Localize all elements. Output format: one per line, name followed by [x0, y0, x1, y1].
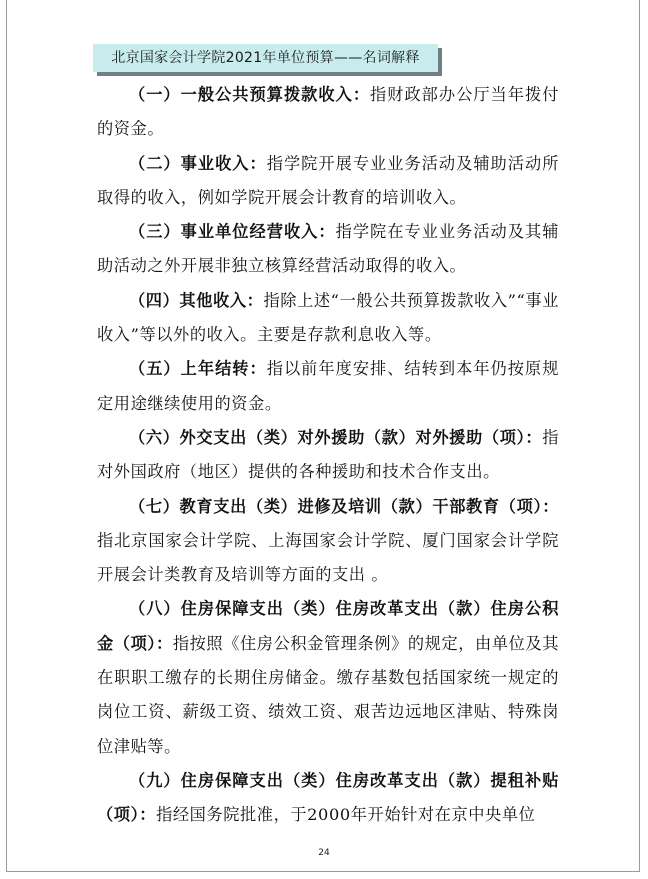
term: （七）教育支出（类）进修及培训（款）干部教育（项）：: [129, 496, 559, 516]
term: （九）住房保障支出（类）住房改革支出（款）提租补贴（项）：: [97, 770, 559, 825]
document-header: [93, 44, 438, 72]
definition: 指财政部办公厅当年拨付的资金。: [97, 85, 559, 139]
term: （三）事业单位经营收入：: [129, 222, 336, 242]
term: （六）外交支出（类）对外援助（款）对外援助（项）：: [129, 427, 543, 447]
paragraph-housing-provident-fund: [97, 592, 559, 763]
term: （五）上年结转：: [129, 359, 267, 379]
definition: 指按照《住房公积金管理条例》的规定，由单位及其在职职工缴存的长期住房储金。缴存基数包括国家统一规定的岗位工资、薪级工资、绩效工资、艰苦边远地区津贴、特殊岗位津贴等。: [97, 633, 559, 756]
paragraph-prior-year-carryover: [97, 352, 559, 421]
definition: 指除上述“一般公共预算拨款收入”“事业收入”等以外的收入。主要是存款利息收入等。: [97, 290, 559, 345]
term: （八）住房保障支出（类）住房改革支出（款）住房公积金（项）：: [97, 599, 559, 653]
definition: 指北京国家会计学院、上海国家会计学院、厦门国家会计学院开展会计类教育及培训等方面的支出 。: [97, 530, 559, 585]
definition: 指对外国政府（地区）提供的各种援助和技术合作支出。: [97, 427, 559, 482]
definition: 指经国务院批准，于2000年开始针对在京中央单位: [156, 805, 536, 825]
paragraph-other-income: [97, 284, 559, 353]
page-number: 24: [318, 848, 330, 858]
term: （一）一般公共预算拨款收入：: [129, 85, 371, 104]
term: （四）其他收入：: [129, 290, 264, 310]
definition: 指以前年度安排、结转到本年仍按原规定用途继续使用的资金。: [97, 359, 559, 413]
paragraph-operating-income: [97, 215, 559, 284]
definition: 指学院开展专业业务活动及辅助活动所取得的收入，例如学院开展会计教育的培训收入。: [97, 153, 559, 207]
definition: 指学院在专业业务活动及其辅助活动之外开展非独立核算经营活动取得的收入。: [97, 222, 559, 276]
term: （二）事业收入：: [129, 153, 267, 173]
paragraph-foreign-aid: [97, 421, 559, 490]
document-body: [97, 78, 559, 833]
paragraph-education-training: [97, 490, 559, 593]
header-title: 北京国家会计学院2021年单位预算——名词解释: [111, 50, 420, 66]
paragraph-general-budget-income: [97, 78, 559, 147]
paragraph-rent-subsidy: [97, 764, 559, 833]
paragraph-business-income: [97, 147, 559, 216]
